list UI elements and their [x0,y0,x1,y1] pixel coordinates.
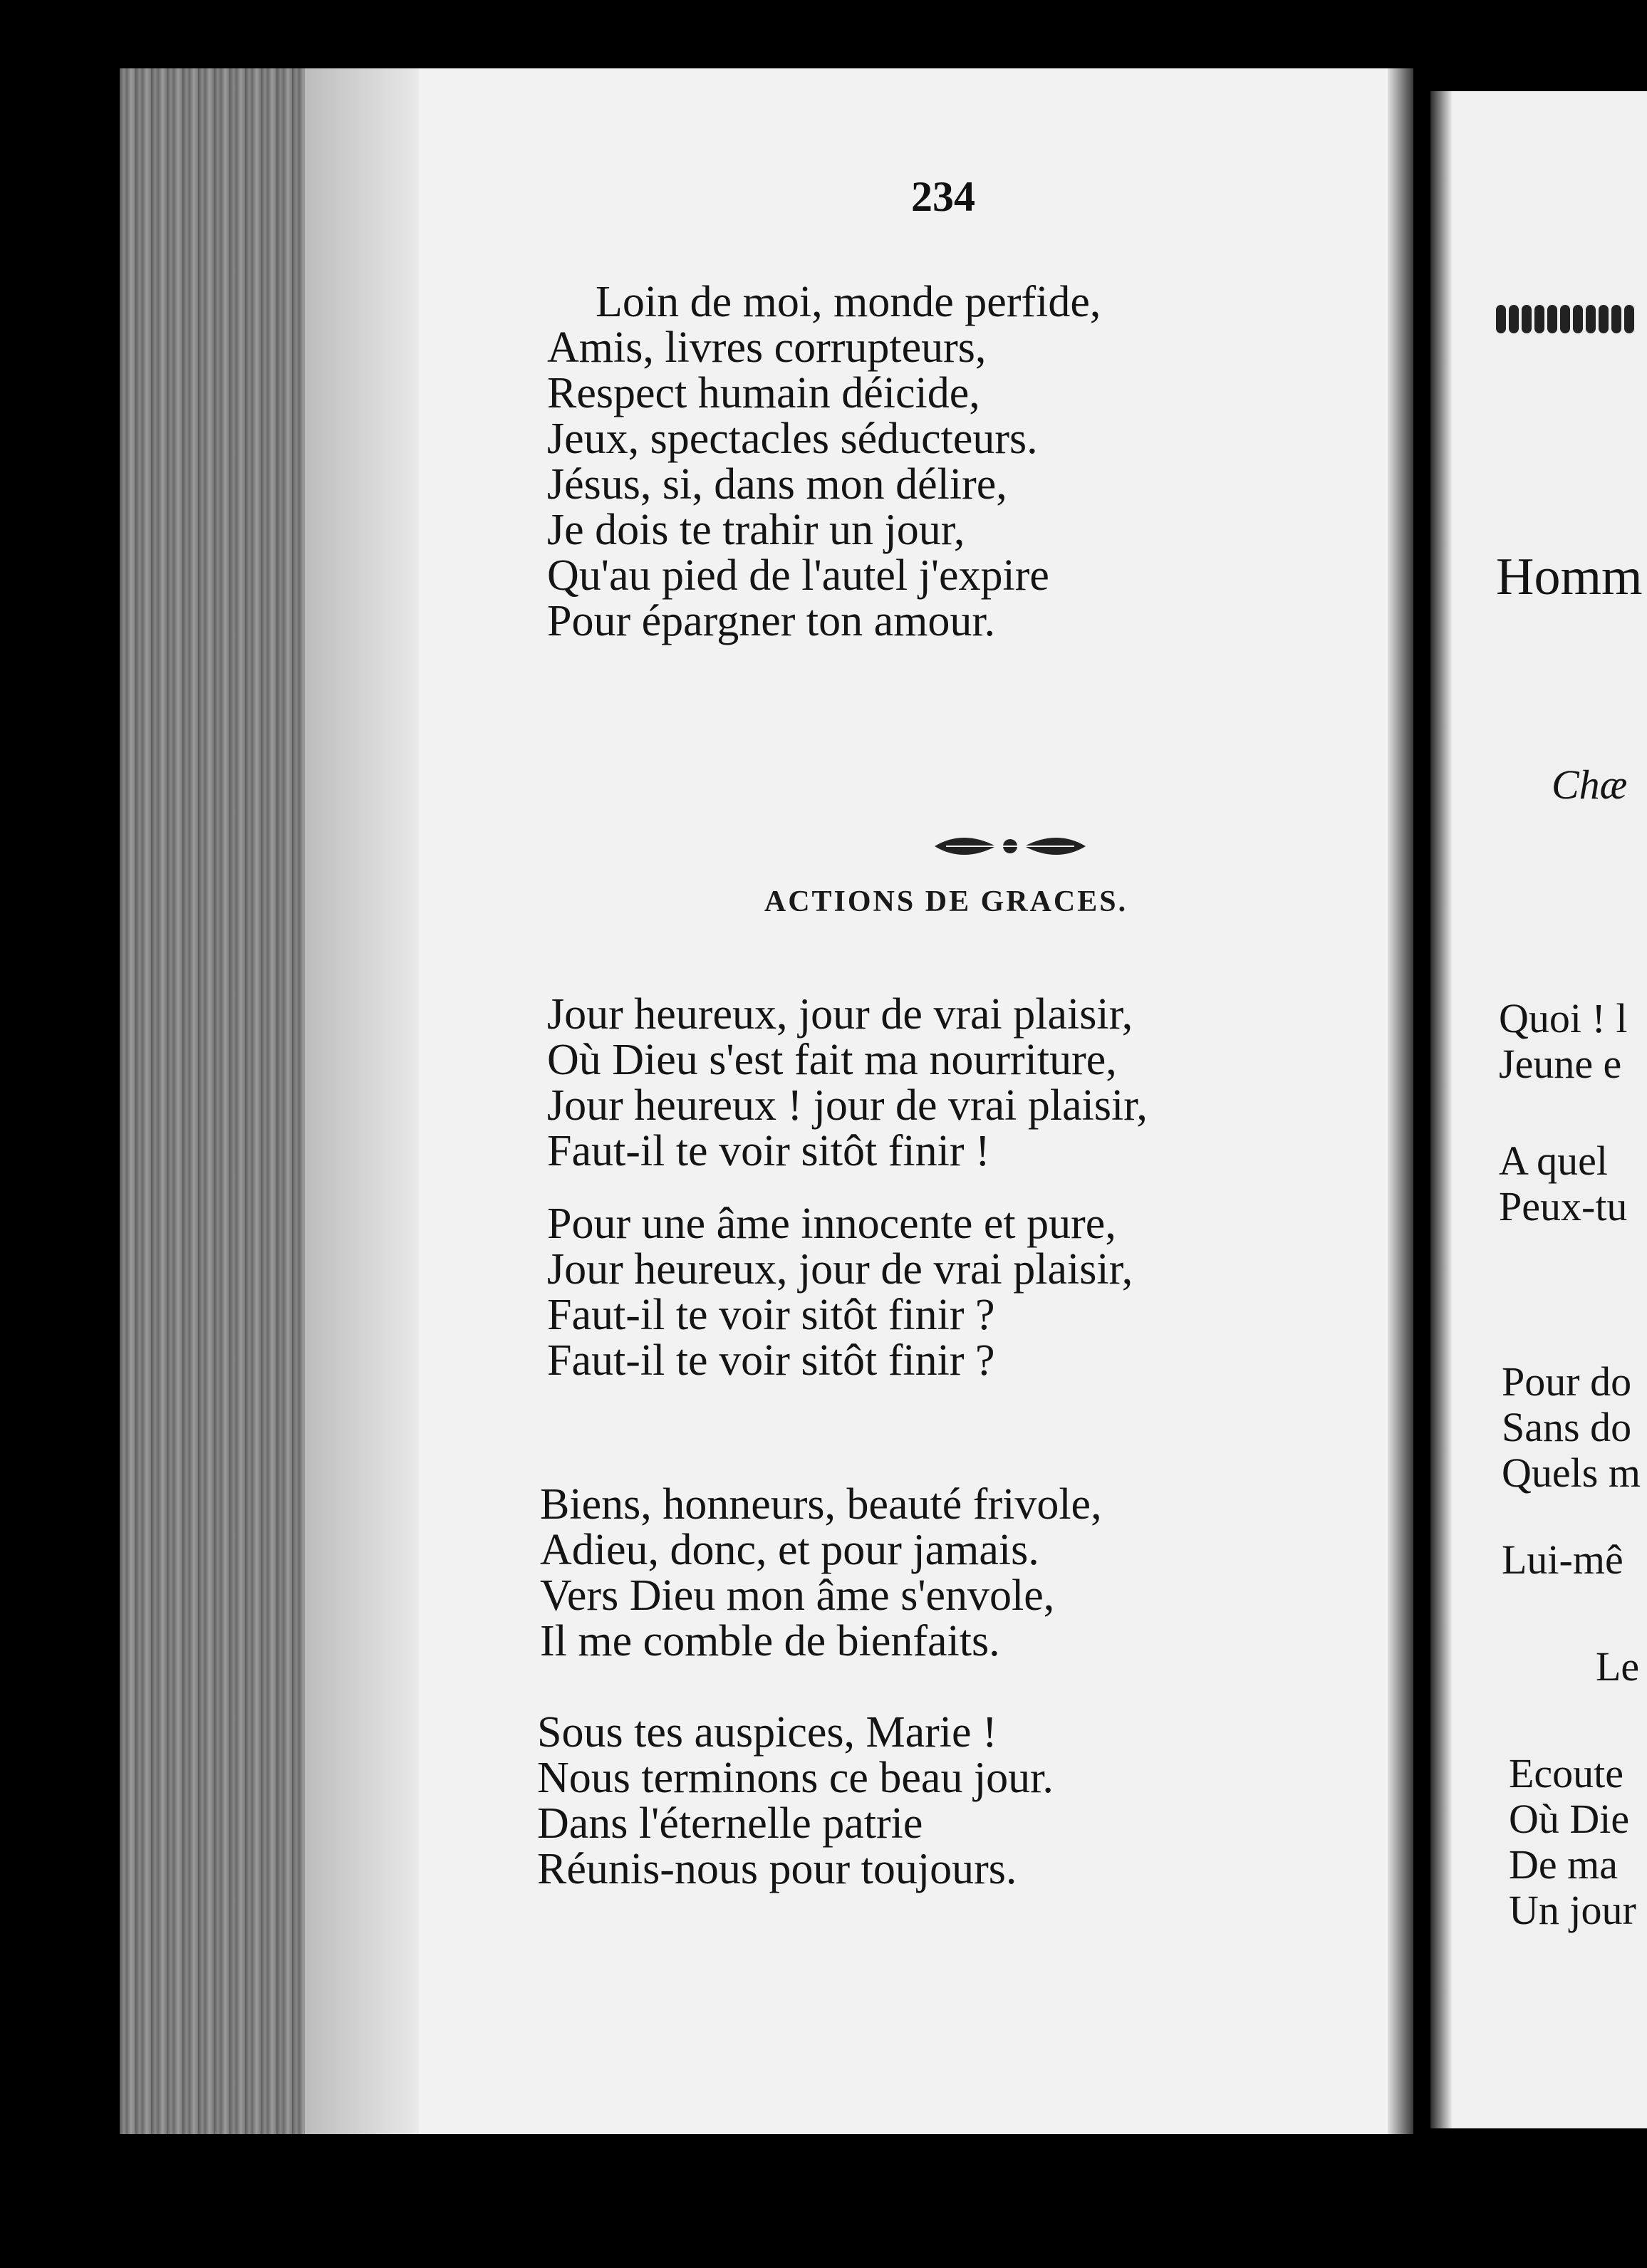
right-page-subtitle: Chæ [1552,761,1628,808]
verse-line: Jour heureux, jour de vrai plaisir, [547,1245,1133,1294]
verse-line: Pour une âme innocente et pure, [547,1200,1116,1248]
section-heading: ACTIONS DE GRACES. [764,885,1128,918]
right-page-stanza [1502,1537,1623,1583]
stanza-4 [540,1482,1102,1664]
binding-gutter [1430,91,1452,2128]
verse-line: Faut-il te voir sitôt finir ? [547,1336,995,1385]
verse-line: Quoi ! l [1499,995,1628,1041]
verse-line: Sans do [1502,1404,1632,1450]
verse-line: Quels m [1502,1450,1641,1496]
stanza-3 [547,1201,1133,1383]
verse-line: A quel [1499,1138,1609,1184]
verse-line: Sous tes auspices, Marie ! [537,1708,997,1757]
verse-line: Ecoute [1509,1750,1624,1796]
page-edges [120,68,305,2134]
verse-line: Peux-tu [1499,1183,1628,1229]
right-page-stanza [1502,1359,1641,1496]
verse-line: Pour épargner ton amour. [547,597,996,645]
verse-line: Adieu, donc, et pour jamais. [540,1526,1039,1574]
verse-line: Dans l'éternelle patrie [537,1799,923,1848]
verse-line: Réunis-nous pour toujours. [537,1845,1017,1893]
stanza-2 [547,992,1148,1174]
left-page [120,68,1413,2134]
verse-line: Amis, livres corrupteurs, [547,323,987,372]
verse-line: Jour heureux ! jour de vrai plaisir, [547,1081,1148,1130]
verse-line: Le [1596,1643,1640,1690]
verse-line: Vers Dieu mon âme s'envole, [540,1571,1055,1620]
right-page-heading [1596,1644,1639,1690]
verse-line: Jésus, si, dans mon délire, [547,460,1007,509]
verse-line: Pour do [1502,1358,1632,1405]
verse-line: Respect humain déicide, [547,369,980,417]
verse-line: Jeux, spectacles séducteurs. [547,415,1038,463]
right-page [1430,91,1647,2128]
page-edge-shadow [305,68,419,2134]
verse-line: Où Die [1509,1796,1630,1842]
ornament-border-icon [1496,305,1647,336]
verse-line: Biens, honneurs, beauté frivole, [540,1480,1102,1529]
verse-line: Où Dieu s'est fait ma nourriture, [547,1036,1117,1084]
verse-line: Jeune e [1499,1041,1622,1087]
verse-line: Jour heureux, jour de vrai plaisir, [547,990,1133,1039]
verse-line: Je dois te trahir un jour, [547,506,965,554]
right-page-title: Homm [1496,548,1643,606]
right-page-stanza [1509,1751,1636,1933]
page-number: 234 [911,173,975,220]
right-page-stanza [1499,996,1627,1087]
verse-line: De ma [1509,1841,1618,1888]
verse-line: Qu'au pied de l'autel j'expire [547,551,1049,600]
stanza-5 [537,1710,1054,1892]
verse-line: Nous terminons ce beau jour. [537,1754,1054,1802]
verse-line: Lui-mê [1502,1536,1623,1583]
binding-gutter [1388,68,1413,2134]
verse-line: Faut-il te voir sitôt finir ? [547,1291,995,1339]
verse-line: Loin de moi, monde perfide, [596,278,1101,326]
verse-line: Faut-il te voir sitôt finir ! [547,1127,990,1175]
ornament-divider-icon [932,831,1089,862]
right-page-stanza [1499,1138,1627,1229]
verse-line: Il me comble de bienfaits. [540,1617,1000,1665]
stanza-1 [547,279,1101,644]
verse-line: Un jour [1509,1887,1636,1933]
